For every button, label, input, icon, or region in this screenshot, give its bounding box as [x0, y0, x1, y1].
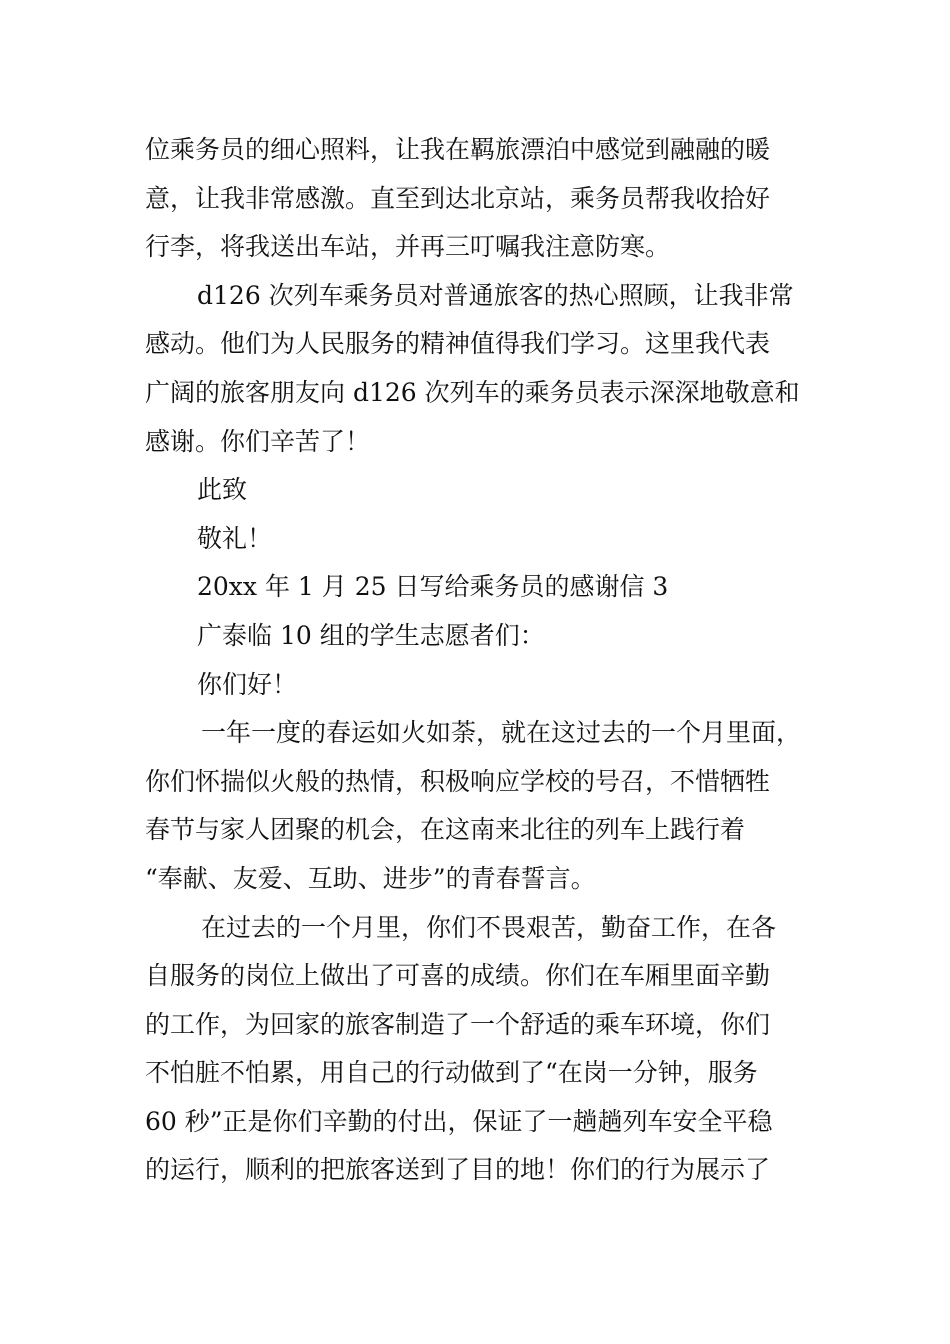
text-line: 感谢。你们辛苦了！ [145, 426, 371, 456]
text-line: 春节与家人团聚的机会，在这南来北往的列车上践行着 [145, 815, 746, 845]
text-line: 的运行，顺利的把旅客送到了目的地！你们的行为展示了 [145, 1155, 771, 1185]
salutation-line: 敬礼！ [197, 523, 273, 553]
text-line: 你们怀揣似火般的热情，积极响应学校的号召，不惜牺牲 [145, 766, 771, 796]
recipient-line: 广泰临 10 组的学生志愿者们： [197, 620, 545, 650]
text-line: 不怕脏不怕累，用自己的行动做到了“在岗一分钟，服务 [145, 1058, 758, 1088]
text-line: 60 秒”正是你们辛勤的付出，保证了一趟趟列车安全平稳 [145, 1106, 773, 1136]
text-line: 意，让我非常感激。直至到达北京站，乘务员帮我收拾好 [145, 183, 771, 213]
greeting-line: 你们好！ [197, 669, 298, 699]
text-line: 在过去的一个月里，你们不畏艰苦，勤奋工作，在各 [201, 912, 777, 942]
letter-heading: 20xx 年 1 月 25 日写给乘务员的感谢信 3 [197, 572, 669, 602]
document-body [145, 126, 825, 1195]
text-line: “奉献、友爱、互助、进步”的青春誓言。 [145, 863, 596, 893]
text-line: 广阔的旅客朋友向 d126 次列车的乘务员表示深深地敬意和 [145, 377, 800, 407]
text-line: 感动。他们为人民服务的精神值得我们学习。这里我代表 [145, 329, 771, 359]
text-line: 自服务的岗位上做出了可喜的成绩。你们在车厢里面辛勤 [145, 961, 771, 991]
text-line: 一年一度的春运如火如荼，就在这过去的一个月里面， [201, 718, 802, 748]
closing-line: 此致 [197, 475, 248, 505]
text-line: 的工作，为回家的旅客制造了一个舒适的乘车环境，你们 [145, 1009, 771, 1039]
text-line: 位乘务员的细心照料，让我在羁旅漂泊中感觉到融融的暖 [145, 135, 771, 164]
text-line: 行李，将我送出车站，并再三叮嘱我注意防寒。 [145, 232, 671, 262]
text-line: d126 次列车乘务员对普通旅客的热心照顾，让我非常 [197, 280, 794, 310]
